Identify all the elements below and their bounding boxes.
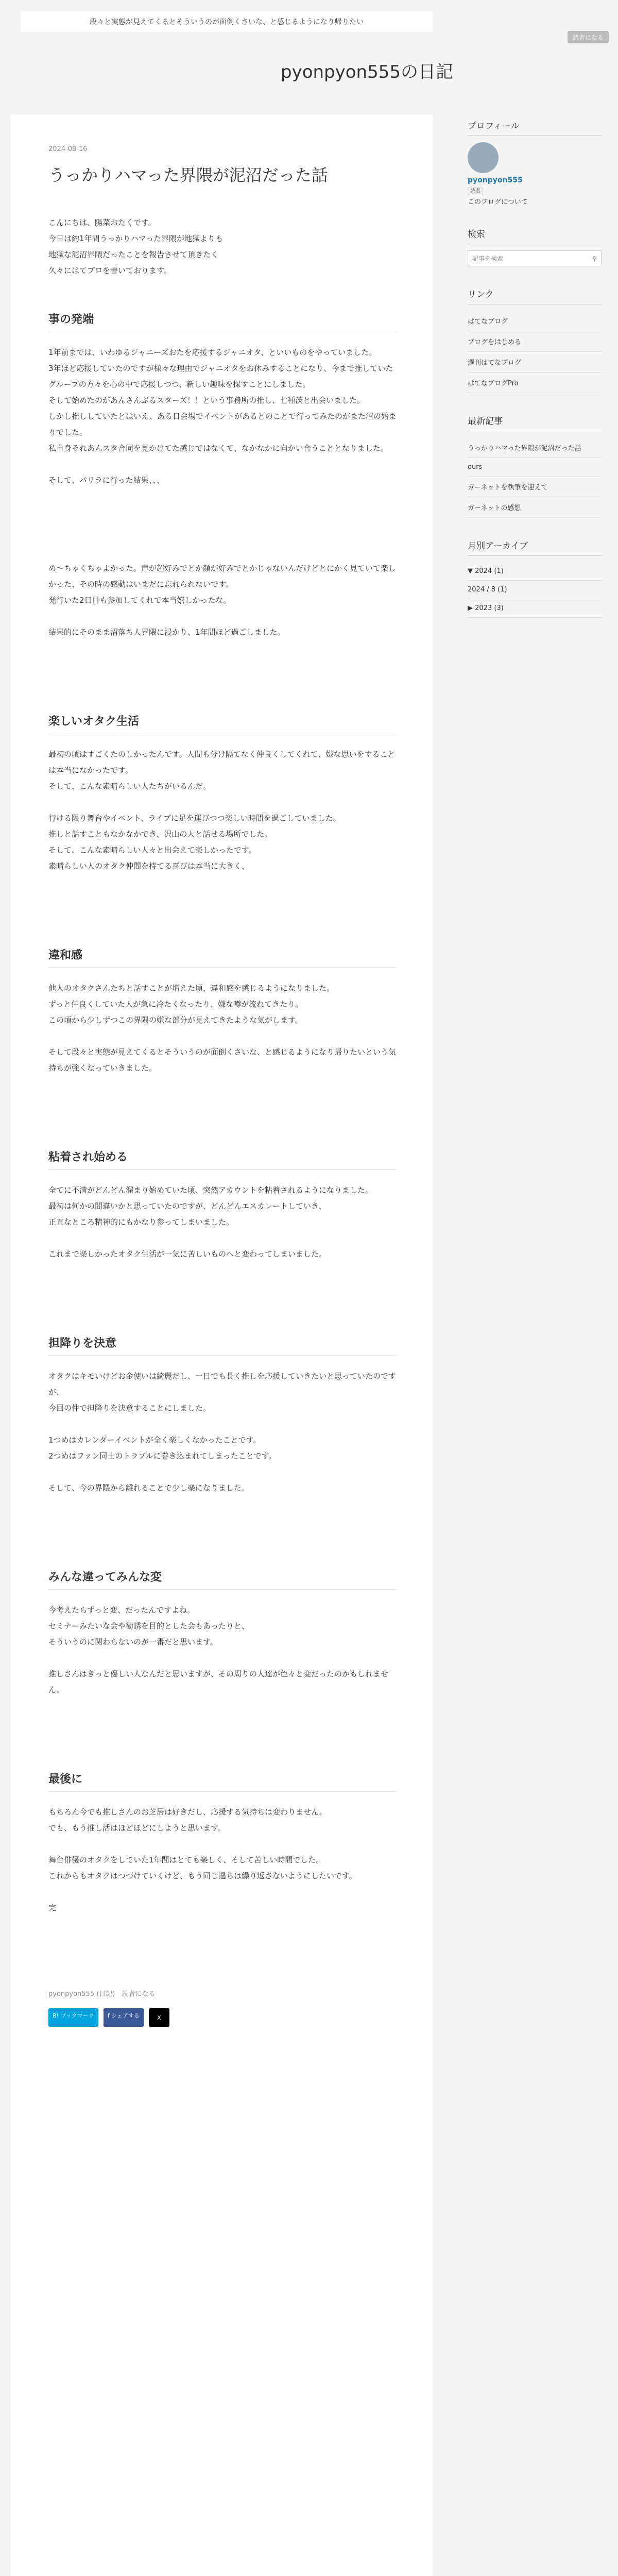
paragraph: そして、こんな素晴らしい人々と出会えて楽しかったです。 <box>48 845 256 855</box>
about-link[interactable]: このブログについて <box>468 198 528 206</box>
archive-link[interactable]: ▶ 2023 (3) <box>468 599 602 618</box>
section-heading: 事の発端 <box>48 311 397 332</box>
paragraph: 久々にはてブロを書いております。 <box>48 266 171 275</box>
paragraph: セミナーみたいな会や勧誘を目的とした会もあったりと、 <box>48 1621 249 1631</box>
section-heading: 粘着され始める <box>48 1148 397 1170</box>
paragraph: そして段々と実態が見えてくるとそういうのが面倒くさいな、と感じるようになり帰りたいという気持ちが強くなっていきました。 <box>48 1047 397 1073</box>
paragraph <box>48 1028 397 1044</box>
paragraph <box>48 1416 397 1432</box>
sidebar-link[interactable]: はてなブログ <box>468 311 602 331</box>
blog-title[interactable]: pyonpyon555の日記 <box>280 62 453 82</box>
sidebar-link[interactable]: ブログをはじめる <box>468 331 602 352</box>
paragraph <box>48 1230 397 1246</box>
search-heading: 検索 <box>468 227 602 244</box>
archive-heading: 月別アーカイブ <box>468 538 602 556</box>
profile-module <box>468 118 602 206</box>
share-buttons <box>48 2008 397 2027</box>
paragraph <box>48 794 397 810</box>
section-heading: 違和感 <box>48 946 397 968</box>
paragraph: 私自身それあんスタ合同を見かけてた感じではなくて、なかなかに向かい合うこととなりました。 <box>48 444 388 453</box>
paragraph: 正直なところ精神的にもかなり参ってしまいました。 <box>48 1217 234 1227</box>
paragraph: そして始めたのがあんさんぶるスターズ！！という事務所の推し、七種茨と出会いました。 <box>48 396 365 405</box>
paragraph: この頃から少しずつこの界隈の嫌な部分が見えてきたような気がします。 <box>48 1015 303 1025</box>
paragraph: 今考えたらずっと変、だったんですよね。 <box>48 1605 195 1615</box>
paragraph: 完 <box>48 1903 57 1912</box>
archive-link[interactable]: 2024 / 8 (1) <box>468 581 602 599</box>
links-heading: リンク <box>468 287 602 304</box>
post-section <box>48 1568 397 1698</box>
sidebar-link[interactable]: 週刊はてなブログ <box>468 352 602 372</box>
post-section <box>48 1770 397 1916</box>
paragraph: そして、パリラに行った結果、、、 <box>48 476 164 485</box>
section-heading: 楽しいオタク生活 <box>48 713 397 734</box>
sidebar-link[interactable]: はてなブログPro <box>468 372 602 393</box>
paragraph: 舞台俳優のオタクをしていた1年間はとても楽しく、そして苦しい時間でした。 <box>48 1855 324 1865</box>
paragraph: もちろん今でも推しさんのお芝居は好きだし、応援する気持ちは変わりません。 <box>48 1807 327 1817</box>
paragraph <box>48 456 397 472</box>
recent-post-link[interactable]: ガーネットを執筆を迎えて <box>468 477 602 497</box>
paragraph: 推しと話すこともなかなかでき、沢山の人と話せる場所でした。 <box>48 829 272 839</box>
paragraph: ずっと仲良くしていた人が急に冷たくなったり、嫌な噂が流れてきたり。 <box>48 999 303 1009</box>
links-module <box>468 287 602 393</box>
paragraph: 推しさんはきっと優しい人なんだと思いますが、その周りの人達が色々と変だったのかもしれません。 <box>48 1669 389 1694</box>
post-date[interactable]: 2024-08-16 <box>48 145 88 153</box>
paragraph <box>48 1650 397 1666</box>
paragraph <box>48 1884 397 1900</box>
recent-module <box>468 414 602 518</box>
post-section <box>48 946 397 1076</box>
paragraph: 結果的にそのまま沼落ち人界隈に浸かり、1年間ほど過ごしました。 <box>48 628 285 637</box>
post-section <box>48 713 397 874</box>
avatar[interactable] <box>468 142 499 173</box>
post-footer-author[interactable]: pyonpyon555 (日記) 読者になる <box>48 1990 156 1998</box>
facebook-share-button[interactable]: f シェアする <box>104 2008 144 2027</box>
archive-link[interactable]: ▼ 2024 (1) <box>468 562 602 581</box>
paragraph: そういうのに関わらないのが一番だと思います。 <box>48 1637 218 1647</box>
paragraph: オタクはキモいけどお金使いは綺麗だし、一日でも長く推しを応援していきたいと思っていたのですが、 <box>48 1371 397 1397</box>
paragraph: 1年前までは、いわゆるジャニーズおたを応援するジャニオタ、といいものをやっていました。 <box>48 348 377 357</box>
paragraph: め〜ちゃくちゃよかった。声が超好みでとか顔が好みでとかじゃないんだけどとにかく見ていて楽しかった、その時の感動はいまだに忘れられないです。 <box>48 564 397 589</box>
archive-module <box>468 538 602 618</box>
paragraph: 1つめはカレンダーイベントが全く楽しくなかったことです。 <box>48 1435 261 1445</box>
reader-badge: 読者 <box>468 188 483 195</box>
paragraph: 全てに不満がどんどん溜まり始めていた頃、突然アカウントを粘着されるようになりました。 <box>48 1185 373 1195</box>
top-bar <box>0 0 618 82</box>
paragraph: 地獄な泥沼界隈だったことを報告させて頂きたく <box>48 250 219 259</box>
recent-post-link[interactable]: ours <box>468 458 602 477</box>
sidebar <box>468 118 602 638</box>
section-heading: 最後に <box>48 1770 397 1792</box>
paragraph: そして、今の界隈から離れることで少し楽になりました。 <box>48 1483 249 1493</box>
x-share-icon[interactable]: X <box>149 2008 169 2027</box>
post-section <box>48 1334 397 1496</box>
post-intro <box>48 215 397 279</box>
paragraph: 行ける限り舞台やイベント、ライブに足を運びつつ楽しい時間を過ごしていました。 <box>48 814 341 823</box>
paragraph: これまで楽しかったオタク生活が一気に苦しいものへと変わってしまいました。 <box>48 1249 327 1259</box>
search-placeholder: 記事を検索 <box>472 255 504 262</box>
paragraph: でも、もう推し活はほどほどにしようと思います。 <box>48 1823 226 1833</box>
paragraph: 最初は何かの間違いかと思っていたのですが、どんどんエスカレートしていき、 <box>48 1201 327 1211</box>
paragraph: 今日は約1年間うっかりハマった界隈が地獄よりも <box>48 234 223 243</box>
search-module <box>468 227 602 266</box>
paragraph <box>48 1464 397 1480</box>
post-body <box>48 311 397 1916</box>
paragraph: これからもオタクはつづけていくけど、もう同じ過ちは繰り返さないようにしたいです。 <box>48 1871 357 1880</box>
paragraph: 今回の件で担降りを決意することにしました。 <box>48 1403 211 1413</box>
blog-tagline: 段々と実態が見えてくるとそういうのが面倒くさいな、と感じるようになり帰りたい <box>21 11 433 32</box>
search-input[interactable] <box>468 250 602 266</box>
profile-username[interactable]: pyonpyon555 <box>468 176 523 184</box>
recent-post-link[interactable]: うっかりハマった界隈が泥沼だった話 <box>468 437 602 458</box>
post-section <box>48 311 397 488</box>
paragraph: こんにちは、陽菜おたくです。 <box>48 218 156 227</box>
section-heading: 担降りを決意 <box>48 1334 397 1356</box>
post-section <box>48 561 397 640</box>
paragraph: 発行いた2日目も参加してくれて本当嬉しかったな。 <box>48 596 231 605</box>
section-heading: みんな違ってみんな変 <box>48 1568 397 1590</box>
paragraph <box>48 608 397 624</box>
paragraph: 他人のオタクさんたちと話すことが増えた頃、違和感を感じるようになりました。 <box>48 984 335 993</box>
subscribe-button[interactable]: 読者になる <box>568 31 609 43</box>
post-title[interactable]: うっかりハマった界隈が泥沼だった話 <box>48 165 328 185</box>
paragraph: 素晴らしい人のオタク仲間を持てる喜びは本当に大きく、 <box>48 861 249 871</box>
paragraph: 3年ほど応援していたのですが様々な理由でジャニオタをお休みすることになり、今まで推していたグループの方々を心の中で応援しつつ、新しい趣味を探すことにしました。 <box>48 364 393 389</box>
article-container <box>10 114 433 2576</box>
paragraph <box>48 1836 397 1852</box>
profile-heading: プロフィール <box>468 118 602 136</box>
search-icon[interactable]: ⚲ <box>592 255 597 262</box>
paragraph: しかし推ししていたとはいえ、ある日会場でイベントがあるとのことで行ってみたのがまた沼の始まりでした。 <box>48 412 397 437</box>
paragraph: そして、こんな素晴らしい人たちがいるんだ。 <box>48 782 211 791</box>
recent-heading: 最新記事 <box>468 414 602 431</box>
paragraph: 2つめはファン同士のトラブルに巻き込まれてしまったことです。 <box>48 1451 277 1461</box>
hatena-bookmark-button[interactable]: B! ブックマーク <box>48 2008 98 2027</box>
recent-post-link[interactable]: ガーネットの感想 <box>468 497 602 518</box>
post-section <box>48 1148 397 1262</box>
paragraph: 最初の頃はすごくたのしかったんです。人間も分け隔てなく仲良くしてくれて、嫌な思いをすることは本当になかったです。 <box>48 750 396 775</box>
